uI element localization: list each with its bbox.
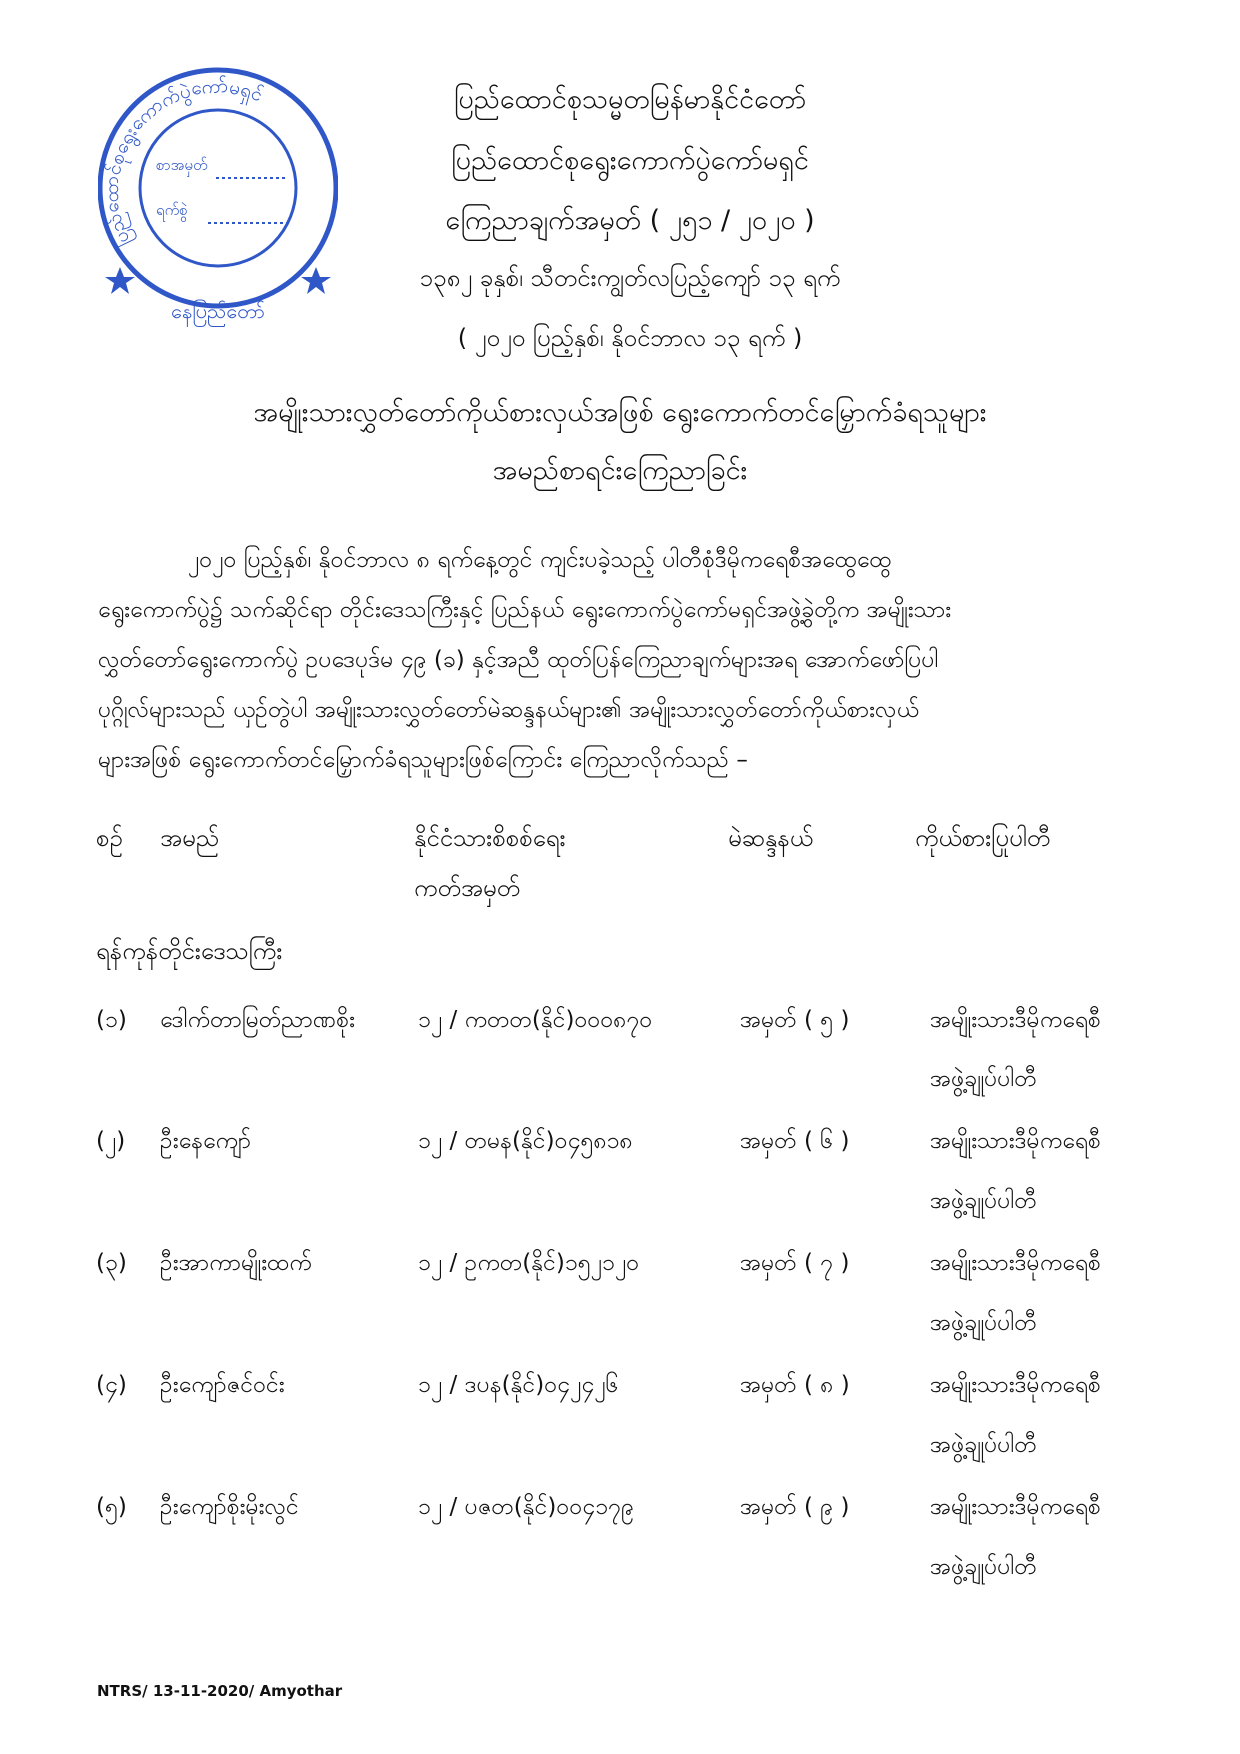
- seal-date-label: ရက်စွဲ: [156, 201, 188, 219]
- header-myanmar-date: ၁၃၈၂ ခုနှစ်၊ သီတင်းကျွတ်လပြည့်ကျော် ၁၃ ရက်: [419, 264, 841, 292]
- row-name: ဦးအာကာမျိုးထက်: [160, 1250, 312, 1276]
- row-name: ဦးနေကျော်: [160, 1128, 252, 1154]
- row-party-line1: အမျိုးသားဒီမိုကရေစီ: [930, 1372, 1101, 1398]
- row-party-line2: အဖွဲ့ချုပ်ပါတီ: [930, 1310, 1037, 1336]
- row-nrc: ၁၂ / ပဇတ(နိုင်)၀၀၄၁၇၉: [418, 1494, 635, 1520]
- col-header-nrc-line2: ကတ်အမှတ်: [414, 874, 520, 902]
- paragraph-line: ပုဂ္ဂိုလ်များသည် ယှဉ်တွဲပါ အမျိုးသားလွှတ်တော်မဲဆန္ဒနယ်များ၏ အမျိုးသားလွှတ်တော်ကိုယ်စားလှယ်: [98, 697, 919, 723]
- row-no: (၂): [96, 1128, 126, 1154]
- paragraph-line: ၂၀၂၀ ပြည့်နှစ်၊ နိုဝင်ဘာလ ၈ ရက်နေ့တွင် ကျင်းပခဲ့သည့် ပါတီစုံဒီမိုကရေစီအထွေထွေ: [188, 547, 892, 573]
- seal-ref-label: စာအမှတ်: [156, 156, 208, 174]
- header-announcement-number: ကြေညာချက်အမှတ် ( ၂၅၁ / ၂၀၂၀ ): [445, 205, 815, 236]
- row-constituency: အမှတ် ( ၉ ): [740, 1494, 850, 1520]
- row-party-line2: အဖွဲ့ချုပ်ပါတီ: [930, 1554, 1037, 1580]
- row-nrc: ၁၂ / တမန(နိုင်)၀၄၅၈၁၈: [418, 1128, 633, 1154]
- header-gregorian-date: ( ၂၀၂၀ ပြည့်နှစ်၊ နိုဝင်ဘာလ ၁၃ ရက် ): [457, 324, 803, 352]
- col-header-name: အမည်: [160, 824, 219, 852]
- row-party-line2: အဖွဲ့ချုပ်ပါတီ: [930, 1066, 1037, 1092]
- row-no: (၁): [96, 1007, 127, 1033]
- row-nrc: ၁၂ / ဒပန(နိုင်)၀၄၂၄၂၆: [418, 1372, 619, 1398]
- row-nrc: ၁၂ / ကတတ(နိုင်)၀၀၀၈၇၀: [418, 1007, 653, 1033]
- official-seal: [98, 40, 338, 330]
- row-constituency: အမှတ် ( ၅ ): [740, 1007, 850, 1033]
- col-header-constituency: မဲဆန္ဒနယ်: [728, 824, 814, 852]
- row-party-line2: အဖွဲ့ချုပ်ပါတီ: [930, 1432, 1037, 1458]
- document-title-line2: အမည်စာရင်းကြေညာခြင်း: [492, 455, 748, 486]
- row-party-line1: အမျိုးသားဒီမိုကရေစီ: [930, 1128, 1101, 1154]
- row-no: (၃): [96, 1250, 127, 1276]
- paragraph-line: ရွေးကောက်ပွဲ၌ သက်ဆိုင်ရာ တိုင်းဒေသကြီးနှင့် ပြည်နယ် ရွေးကောက်ပွဲကော်မရှင်အဖွဲ့ခွဲတို့က အမျိုးသား: [98, 597, 952, 623]
- region-heading: ရန်ကုန်တိုင်းဒေသကြီး: [96, 937, 283, 965]
- row-party-line1: အမျိုးသားဒီမိုကရေစီ: [930, 1007, 1101, 1033]
- col-header-no: စဉ်: [96, 824, 123, 852]
- col-header-nrc-line1: နိုင်ငံသားစိစစ်ရေး: [414, 824, 566, 852]
- row-name: ဒေါက်တာမြတ်ညာဏစိုး: [160, 1007, 355, 1033]
- seal-bottom-text: နေပြည်တော်: [171, 299, 265, 323]
- body-paragraph: [98, 535, 1178, 785]
- header-commission: ပြည်ထောင်စုရွေးကောက်ပွဲကော်မရှင်: [451, 145, 809, 176]
- row-party-line1: အမျိုးသားဒီမိုကရေစီ: [930, 1494, 1101, 1520]
- row-constituency: အမှတ် ( ၆ ): [740, 1128, 850, 1154]
- row-name: ဦးကျော်ဇင်ဝင်း: [160, 1372, 285, 1398]
- footer-reference: NTRS/ 13-11-2020/ Amyothar: [97, 1682, 343, 1700]
- seal-star-right: [301, 267, 331, 294]
- row-party-line2: အဖွဲ့ချုပ်ပါတီ: [930, 1188, 1037, 1214]
- row-nrc: ၁၂ / ဥကတ(နိုင်)၁၅၂၁၂၀: [418, 1250, 640, 1276]
- row-no: (၄): [96, 1372, 127, 1398]
- row-name: ဦးကျော်စိုးမိုးလွင်: [160, 1494, 299, 1520]
- seal-star-left: [105, 267, 135, 294]
- document-title-line1: အမျိုးသားလွှတ်တော်ကိုယ်စားလှယ်အဖြစ် ရွေးကောက်တင်မြှောက်ခံရသူများ: [253, 397, 987, 428]
- col-header-party: ကိုယ်စားပြုပါတီ: [915, 824, 1051, 852]
- row-constituency: အမှတ် ( ၈ ): [740, 1372, 850, 1398]
- row-no: (၅): [96, 1494, 127, 1520]
- paragraph-line: များအဖြစ် ရွေးကောက်တင်မြှောက်ခံရသူများဖြစ်ကြောင်း ကြေညာလိုက်သည် –: [98, 747, 748, 773]
- row-party-line1: အမျိုးသားဒီမိုကရေစီ: [930, 1250, 1101, 1276]
- header-country: ပြည်ထောင်စုသမ္မတမြန်မာနိုင်ငံတော်: [453, 84, 807, 115]
- col-header-nrc: [414, 822, 566, 908]
- paragraph-line: လွှတ်တော်ရွေးကောက်ပွဲ ဥပဒေပုဒ်မ ၄၉ (ခ) နှင့်အညီ ထုတ်ပြန်ကြေညာချက်များအရ အောက်ဖော်ပြပါ: [98, 647, 939, 673]
- seal-graphic: [98, 40, 338, 330]
- seal-ring-text: ပြည်ထောင်စုရွေးကောက်ပွဲကော်မရှင်: [100, 74, 266, 251]
- row-constituency: အမှတ် ( ၇ ): [740, 1250, 850, 1276]
